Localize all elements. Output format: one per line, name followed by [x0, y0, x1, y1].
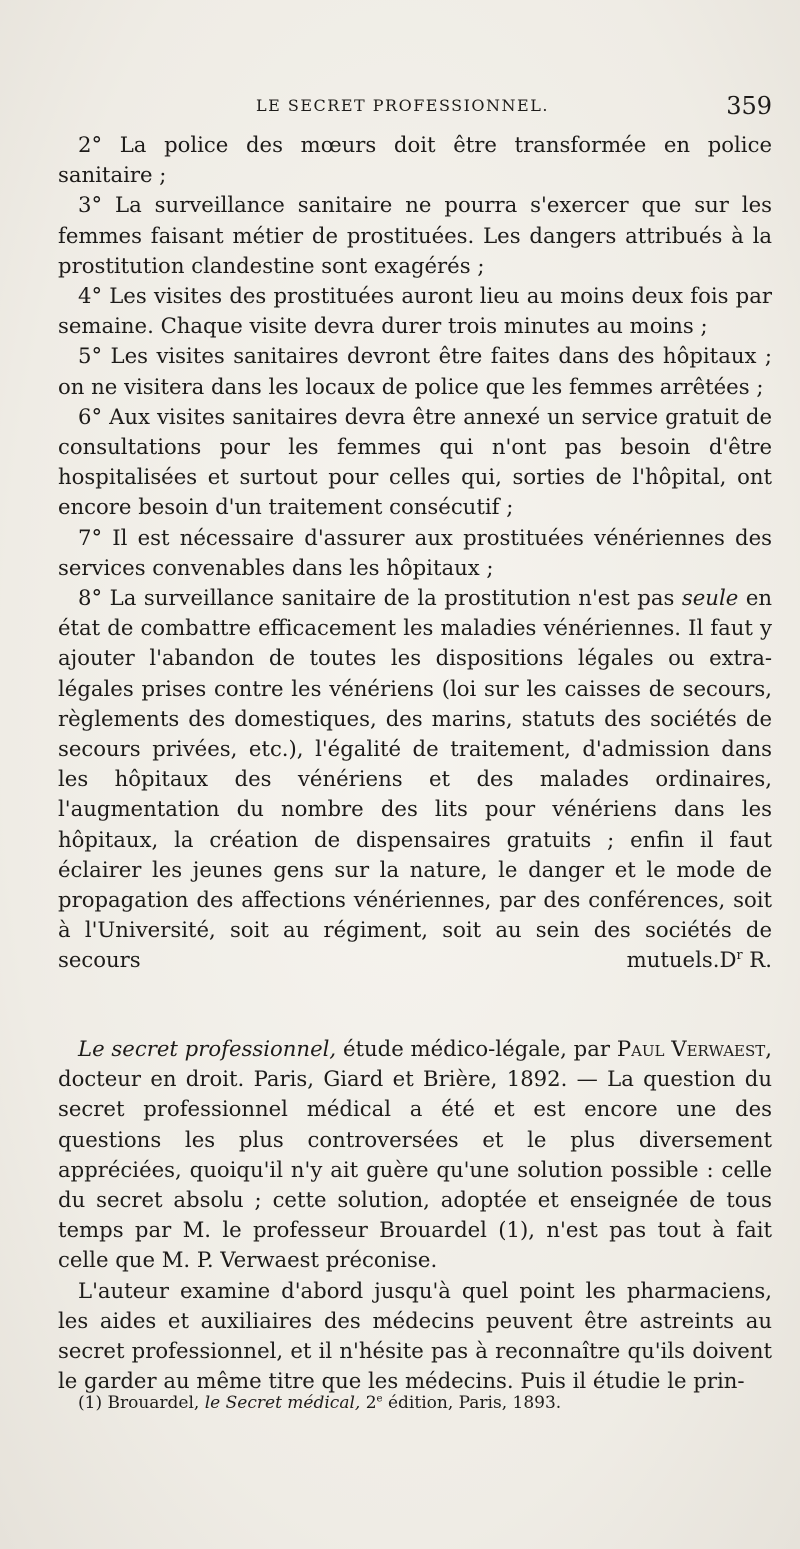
footnote: (1) Brouardel, le Secret médical, 2e édition, Paris, 1893.: [78, 1393, 562, 1413]
list-item: 2° La police des mœurs doit être transformée en police sanitaire ;: [58, 132, 772, 188]
list-item: 7° Il est nécessaire d'assurer aux prostituées vénériennes des services convenables dans les hôpitaux ;: [58, 524, 772, 580]
emphasis-word: seule: [681, 585, 739, 611]
running-title: LE SECRET PROFESSIONNEL.: [256, 96, 549, 115]
list-item: 6° Aux visites sanitaires devra être annexé un service gratuit de consultations pour les femmes qui n'ont pas besoin d'être hospitalisées et surtout pour celles qui, sorties de l'hôpital, ont encore besoin d'un traitement consécutif ;: [58, 403, 772, 520]
list-item: 5° Les visites sanitaires devront être faites dans des hôpitaux ; on ne visitera dans les locaux de police que les femmes arrêtées ;: [58, 343, 772, 399]
list-item: 3° La surveillance sanitaire ne pourra s'exercer que sur les femmes faisant métier de prostituées. Les dangers attribués à la prostitution clandestine sont exagérés ;: [58, 192, 772, 278]
review-paragraph-2: L'auteur examine d'abord jusqu'à quel point les pharmaciens, les aides et auxiliaires des médecins peuvent être astreints au secret professionnel, et il n'hésite pas à reconnaître qu'ils doivent le garder au même titre que les médecins. Puis il étudie le prin-: [58, 1277, 772, 1394]
main-text: [58, 130, 772, 1396]
list-item-8: 8° La surveillance sanitaire de la prostitution n'est pas seule en état de combattre efficacement les maladies vénériennes. Il faut y ajouter l'abandon de toutes les dispositions légales ou extra-légales prises contre les vénériens (loi sur les caisses de secours, règlements des domestiques, des marins, statuts des sociétés de secours privées, etc.), l'égalité de traitement, d'admission dans les hôpitaux des vénériens et des malades ordinaires, l'augmentation du nombre des lits pour vénériens dans les hôpitaux, la création de dispensaires gratuits ; enfin il faut éclairer les jeunes gens sur la nature, le danger et le mode de propagation des affections vénériennes, par des conférences, soit à l'Université, soit au régiment, soit au sein des sociétés de secours mutuels. $D^r$ R.: [58, 583, 772, 1006]
book-review-paragraph: Le secret professionnel, étude médico-légale, par Paul Verwaest, docteur en droit. Paris, Giard et Brière, 1892. — La question du secret professionnel médical a été et est encore une des questions les plus controversées et le plus diversement appréciées, quoiqu'il n'y ait guère qu'une solution possible : celle du secret absolu ; cette solution, adoptée et enseignée de tous temps par M. le professeur Brouardel (1), n'est pas tout à fait celle que M. P. Verwaest préconise.: [58, 1035, 773, 1273]
review-book-title: Le secret professionnel,: [78, 1035, 337, 1061]
list-item: 4° Les visites des prostituées auront lieu au moins deux fois par semaine. Chaque visite devra durer trois minutes au moins ;: [58, 283, 772, 339]
page-header: [60, 92, 772, 128]
review-author: Paul Verwaest: [616, 1035, 766, 1061]
signature: $D^r$ R.: [719, 947, 772, 973]
page-number: 359: [726, 92, 772, 120]
